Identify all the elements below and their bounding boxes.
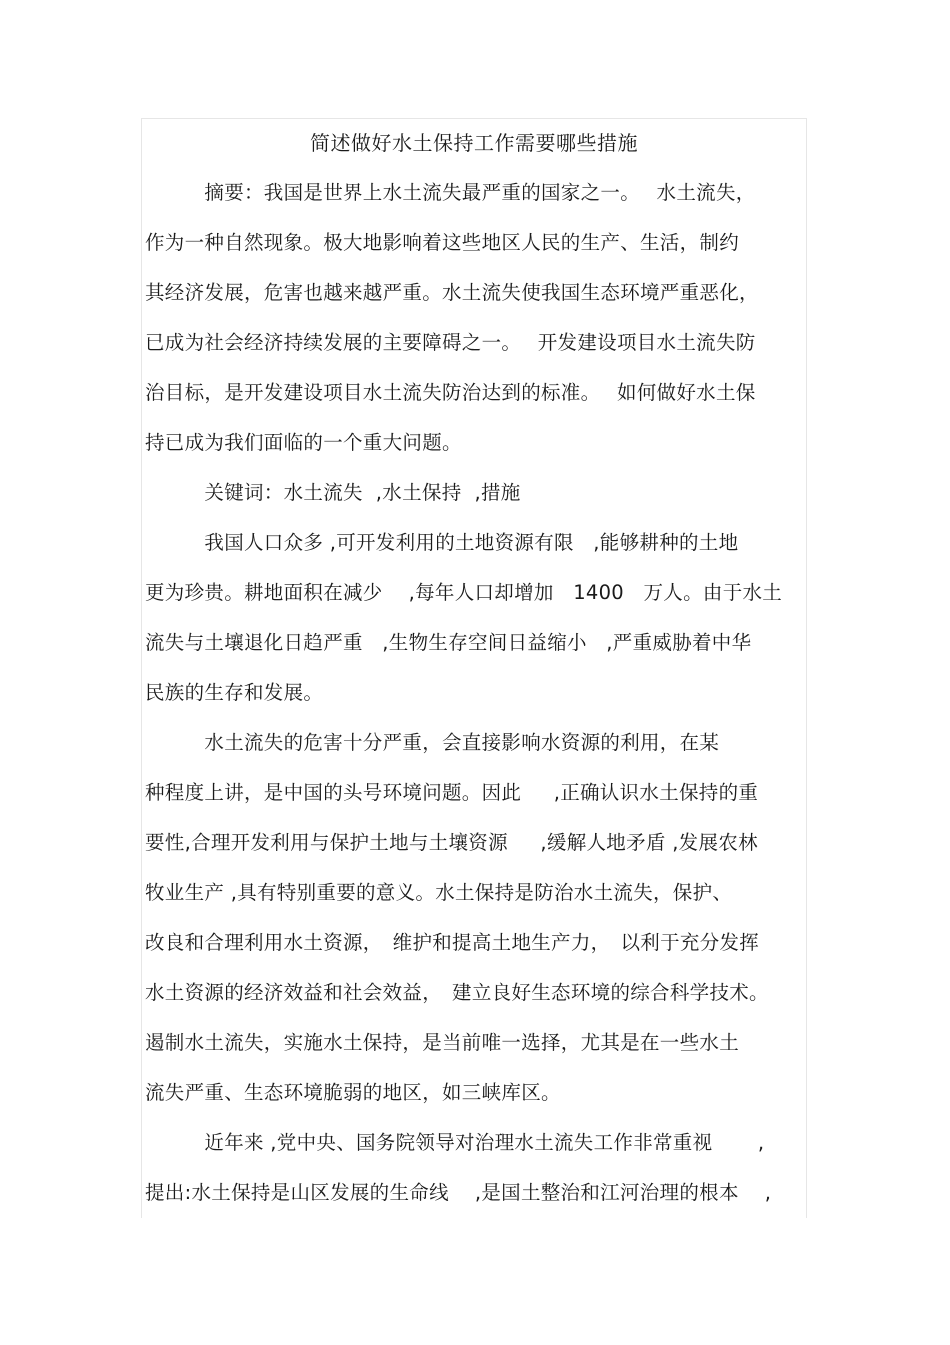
- body-line: 近年来 ,党中央、国务院领导对治理水土流失工作非常重视 ,: [145, 1131, 765, 1154]
- keywords-line: 关键词：水土流失 ,水土保持 ,措施: [145, 481, 521, 504]
- body-line: 水土资源的经济效益和社会效益， 建立良好生态环境的综合科学技术。: [145, 981, 769, 1004]
- body-line: 其经济发展，危害也越来越严重。水土流失使我国生态环境严重恶化，: [145, 281, 759, 304]
- body-line: 持已成为我们面临的一个重大问题。: [145, 431, 462, 454]
- body-line: 遏制水土流失，实施水土保持，是当前唯一选择，尤其是在一些水土: [145, 1031, 740, 1054]
- body-line: 种程度上讲，是中国的头号环境问题。因此 ,正确认识水土保持的重: [145, 781, 759, 804]
- body-line: 水土流失的危害十分严重，会直接影响水资源的利用，在某: [145, 731, 720, 754]
- body-line: 已成为社会经济持续发展的主要障碍之一。 开发建设项目水土流失防: [145, 331, 756, 354]
- document-title: 简述做好水土保持工作需要哪些措施: [310, 131, 638, 155]
- body-line: 我国人口众多 ,可开发利用的土地资源有限 ,能够耕种的土地: [145, 531, 739, 554]
- body-line: 改良和合理利用水土资源， 维护和提高土地生产力， 以利于充分发挥: [145, 931, 760, 954]
- body-line: 作为一种自然现象。极大地影响着这些地区人民的生产、生活，制约: [145, 231, 740, 254]
- body-line: 民族的生存和发展。: [145, 681, 324, 704]
- body-line: 牧业生产 ,具有特别重要的意义。水土保持是防治水土流失，保护、: [145, 881, 733, 904]
- body-line: 更为珍贵。耕地面积在减少 ,每年人口却增加 1400 万人。由于水土: [145, 581, 783, 604]
- body-line: 治目标，是开发建设项目水土流失防治达到的标准。 如何做好水土保: [145, 381, 756, 404]
- body-line: 要性,合理开发利用与保护土地与土壤资源 ,缓解人地矛盾 ,发展农林: [145, 831, 758, 854]
- body-line: 摘要：我国是世界上水土流失最严重的国家之一。 水土流失，: [145, 181, 756, 204]
- body-line: 流失严重、生态环境脆弱的地区，如三峡库区。: [145, 1081, 561, 1104]
- body-line: 提出:水土保持是山区发展的生命线 ,是国土整治和江河治理的根本 ,: [145, 1181, 772, 1204]
- body-line: 流失与土壤退化日趋严重 ,生物生存空间日益缩小 ,严重威胁着中华: [145, 631, 752, 654]
